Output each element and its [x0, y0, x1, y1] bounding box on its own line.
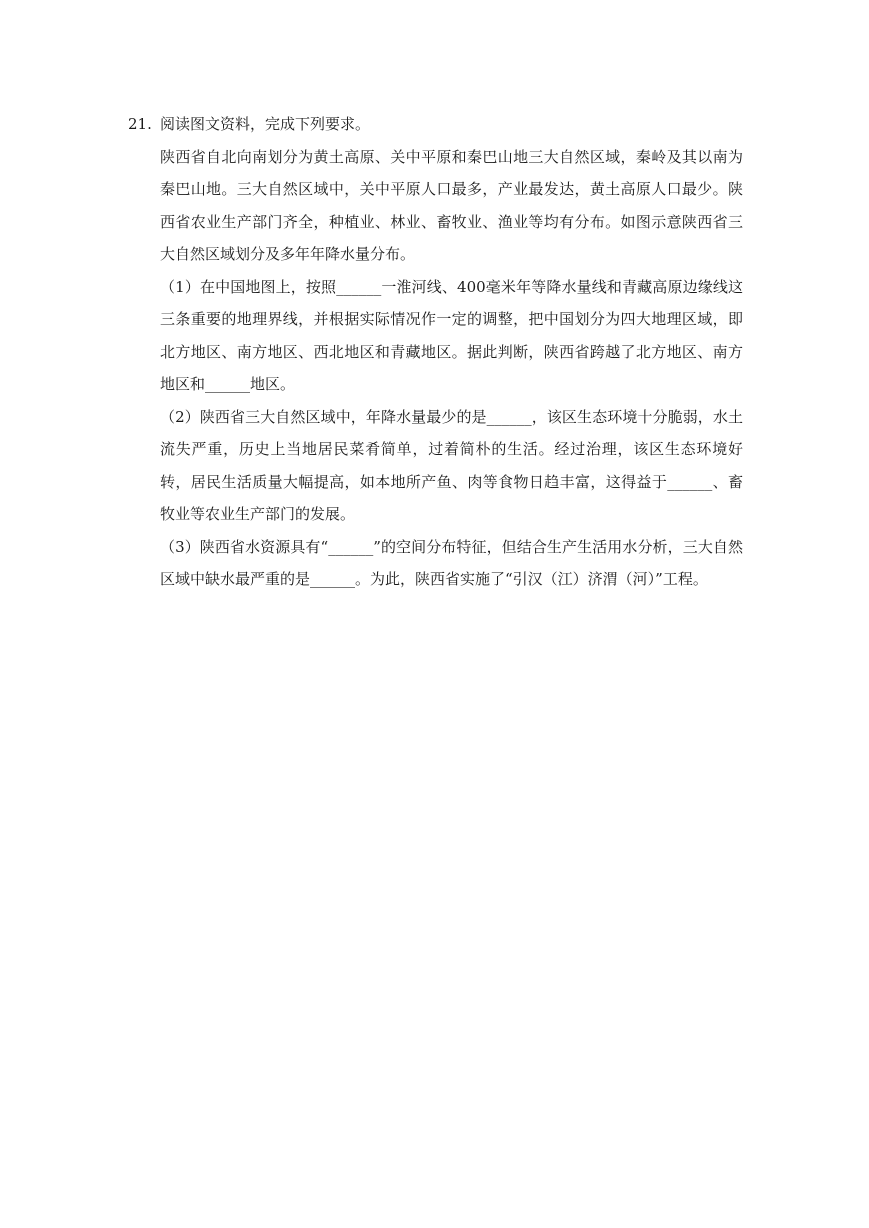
question-number: 21. — [128, 115, 152, 133]
sub-question-3: （3）陕西省水资源具有“______”的空间分布特征，但结合生产生活用水分析，三大自然区域中缺水最严重的是______。为此，陕西省实施了“引汉（江）济渭（河）”工程。 — [160, 537, 743, 588]
sub-question-1: （1）在中国地图上，按照______一淮河线、400毫米年等降水量线和青藏高原边缘线这三条重要的地理界线，并根据实际情况作一定的调整，把中国划分为四大地理区域，即北方地区、南方地区、西北地区和青藏地区。据此判断，陕西省跨越了北方地区、南方地区和______地区。 — [160, 277, 743, 393]
sub-question-2: （2）陕西省三大自然区域中，年降水量最少的是______，该区生态环境十分脆弱，水土流失严重，历史上当地居民菜肴简单，过着简朴的生活。经过治理，该区生态环境好转，居民生活质量大幅提高，如本地所产鱼、肉等食物日趋丰富，这得益于______、畜牧业等农业生产部门的发展。 — [160, 407, 743, 523]
question-title: 阅读图文资料，完成下列要求。 — [160, 115, 371, 133]
question-body — [160, 141, 743, 596]
intro-paragraph: 陕西省自北向南划分为黄土高原、关中平原和秦巴山地三大自然区域，秦岭及其以南为秦巴山地。三大自然区域中，关中平原人口最多，产业最发达，黄土高原人口最少。陕西省农业生产部门齐全，种植业、林业、畜牧业、渔业等均有分布。如图示意陕西省三大自然区域划分及多年年降水量分布。 — [160, 147, 743, 263]
question-21 — [128, 108, 743, 596]
question-header — [128, 108, 743, 141]
